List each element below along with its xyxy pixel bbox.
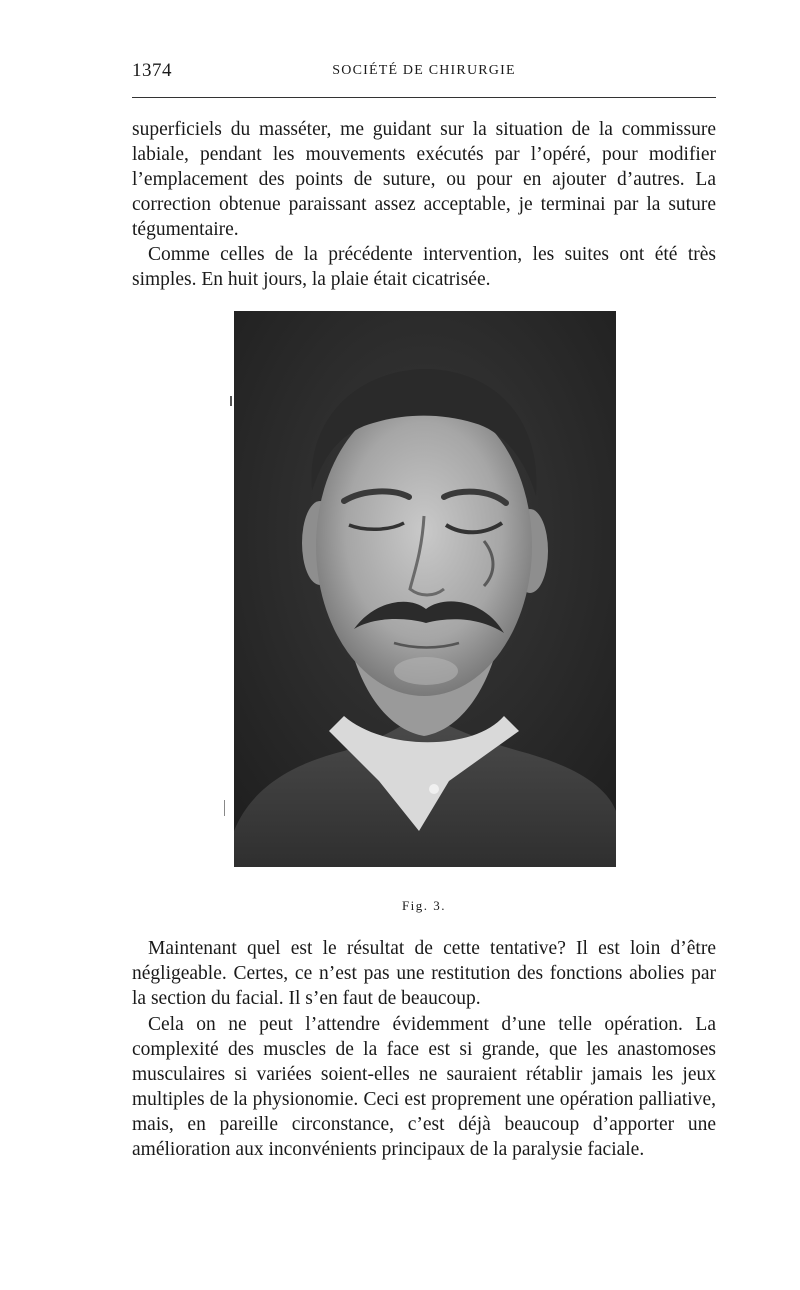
chin	[394, 657, 458, 685]
print-speck	[224, 800, 225, 816]
page-header	[132, 60, 716, 86]
face	[316, 396, 532, 696]
header-rule	[132, 97, 716, 98]
print-speck	[230, 396, 232, 406]
paragraph-3: Maintenant quel est le résultat de cette tentative? Il est loin d’être négligeable. Certes, ce n’est pas une restitution des fonctions abolies par la section du facial. Il s’en faut de beaucoup.	[132, 938, 716, 1009]
collar-button	[429, 784, 439, 794]
portrait-image	[234, 311, 616, 867]
page-number: 1374	[132, 60, 172, 81]
figure-photograph	[234, 311, 616, 867]
paragraph-1: superficiels du masséter, me guidant sur la situation de la commissure labiale, pendant les mouvements exécutés par l’opéré, pour modifier l’emplacement des points de suture, ou pour en ajouter d’autres. La correction obtenue paraissant assez acceptable, je terminai par la suture tégumentaire.	[132, 119, 716, 240]
figure-caption: Fig. 3.	[401, 898, 447, 913]
paragraph-2: Comme celles de la précédente intervention, les suites ont été très simples. En huit jours, la plaie était cicatrisée.	[132, 244, 716, 290]
running-title: SOCIÉTÉ DE CHIRURGIE	[332, 63, 516, 78]
paragraph-4: Cela on ne peut l’attendre évidemment d’une telle opération. La complexité des muscles de la face est si grande, que les anastomoses musculaires si variées soient-elles ne sauraient rétablir jamais les jeux multiples de la physionomie. Ceci est proprement une opération palliative, mais, en pareille circonstance, c’est déjà beaucoup d’apporter une amélioration aux inconvénients principaux de la paralysie faciale.	[132, 1014, 716, 1160]
